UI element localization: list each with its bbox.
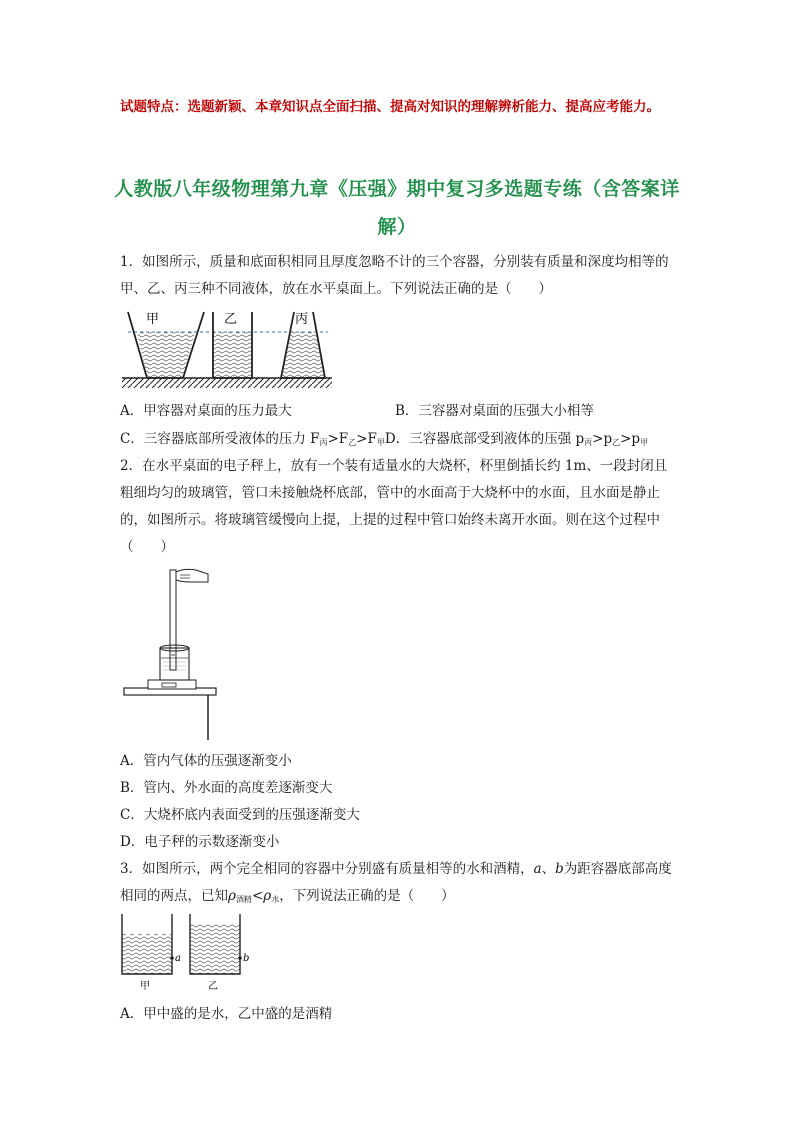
q1-option-b: B．三容器对桌面的压强大小相等 [395, 403, 594, 419]
q1-option-d: D．三容器底部受到液体的压强 $p_丙>p_乙>p_甲$ [384, 431, 649, 447]
q3-two-containers-figure [118, 912, 258, 994]
q2-option-a: A．管内气体的压强逐渐变小 [120, 753, 292, 769]
q1-options-cd [120, 429, 648, 453]
label-yi: 乙 [224, 312, 238, 327]
page-title: 人教版八年级物理第九章《压强》期中复习多选题专练（含答案详解） [114, 178, 680, 238]
q2-option-b: B．管内、外水面的高度差逐渐变大 [120, 780, 333, 796]
q2-stem: 2．在水平桌面的电子秤上，放有一个装有适量水的大烧杯，杯里倒插长约 1m、一段封闭且粗细均匀的玻璃管，管口未接触烧杯底部，管中的水面高于大烧杯中的水面，且水面是静止的，如图所示。将玻璃管缓慢向上提，上提的过程中管口始终未离开水面。则在这个过程中（ ） [120, 458, 668, 555]
q1-option-a: A．甲容器对桌面的压力最大 [120, 403, 292, 419]
point-a-label: a [175, 953, 181, 964]
q2-option-c: C．大烧杯底内表面受到的压强逐渐变大 [120, 807, 360, 823]
label-yi-q3: 乙 [208, 981, 218, 992]
label-jia-q3: 甲 [140, 981, 150, 992]
q2-scale-beaker-tube-figure [120, 562, 220, 742]
question-features-note: 试题特点：选题新颖、本章知识点全面扫描、提高对知识的理解辨析能力、提高应考能力。 [120, 99, 660, 115]
q1-three-containers-figure [120, 306, 335, 392]
label-jia: 甲 [146, 312, 160, 327]
q2-option-d: D．电子秤的示数逐渐变小 [120, 834, 280, 850]
q3-stem: 3．如图所示，两个完全相同的容器中分别盛有质量相等的水和酒精，a、b为距容器底部高度相同的两点，已知$\rho_{酒精}<\rho_水$，下列说法正确的是（ ） [120, 861, 672, 904]
q3-option-a: A．甲中盛的是水，乙中盛的是酒精 [120, 1006, 333, 1022]
q1-stem: 1．如图所示，质量和底面积相同且厚度忽略不计的三个容器，分别装有质量和深度均相等的甲、乙、丙三种不同液体，放在水平桌面上。下列说法正确的是（ ） [120, 254, 669, 297]
point-b-label: b [243, 953, 250, 964]
label-bing: 丙 [295, 312, 309, 327]
q1-option-c: C．三容器底部所受液体的压力 $F_丙>F_乙>F_甲$ [120, 431, 385, 447]
